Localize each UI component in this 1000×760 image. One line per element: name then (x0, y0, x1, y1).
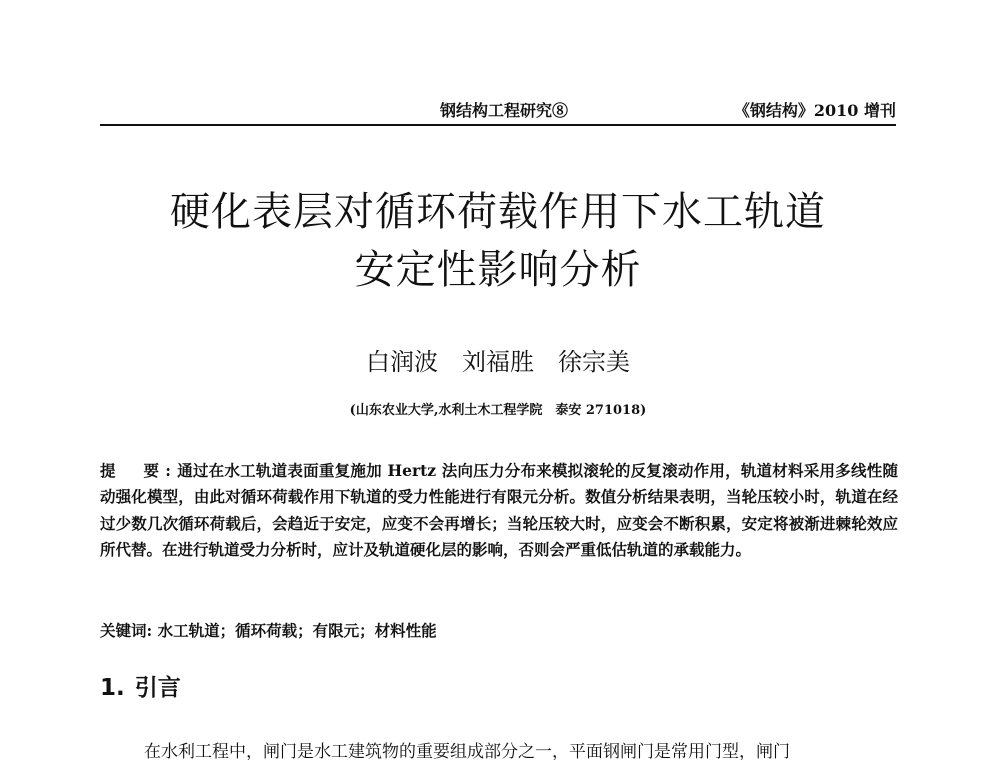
abstract-label: 提 要: (100, 461, 177, 480)
affiliation: (山东农业大学,水利土木工程学院 泰安 271018) (349, 403, 647, 418)
keywords (100, 618, 896, 644)
header-rule (100, 124, 896, 126)
keywords-text: 水工轨道；循环荷载；有限元；材料性能 (157, 621, 437, 640)
abstract (100, 458, 898, 564)
abstract-text: 通过在水工轨道表面重复施加 Hertz 法向压力分布来模拟滚轮的反复滚动作用，轨道材料采用多线性随动强化模型，由此对循环荷载作用下轨道的受力性能进行有限元分析。数值分析结果表明，当轮压较小时，轨道在经过少数几次循环荷载后，会趋近于安定，应变不会再增长；当轮压较大时，应变会不断积累，安定将被渐进棘轮效应所代替。在进行轨道受力分析时，应计及轨道硬化层的影响，否则会严重低估轨道的承载能力。 (100, 461, 898, 560)
authors: 白润波 刘福胜 徐宗美 (366, 348, 630, 376)
title-line-2: 安定性影响分析 (354, 247, 642, 293)
running-header (100, 101, 896, 123)
journal-info: 《钢结构》2010 增刊 (733, 101, 896, 120)
series-title: 钢结构工程研究⑧ (440, 101, 569, 120)
title-line-1: 硬化表层对循环荷载作用下水工轨道 (170, 189, 826, 235)
section-title: 引言 (134, 675, 181, 701)
intro-paragraph: 在水利工程中，闸门是水工建筑物的重要组成部分之一，平面钢闸门是常用门型，闸门 (144, 742, 790, 760)
section-heading (100, 672, 181, 704)
paper-title (100, 183, 896, 299)
keywords-label: 关键词: (100, 621, 153, 640)
section-number: 1. (100, 675, 125, 701)
